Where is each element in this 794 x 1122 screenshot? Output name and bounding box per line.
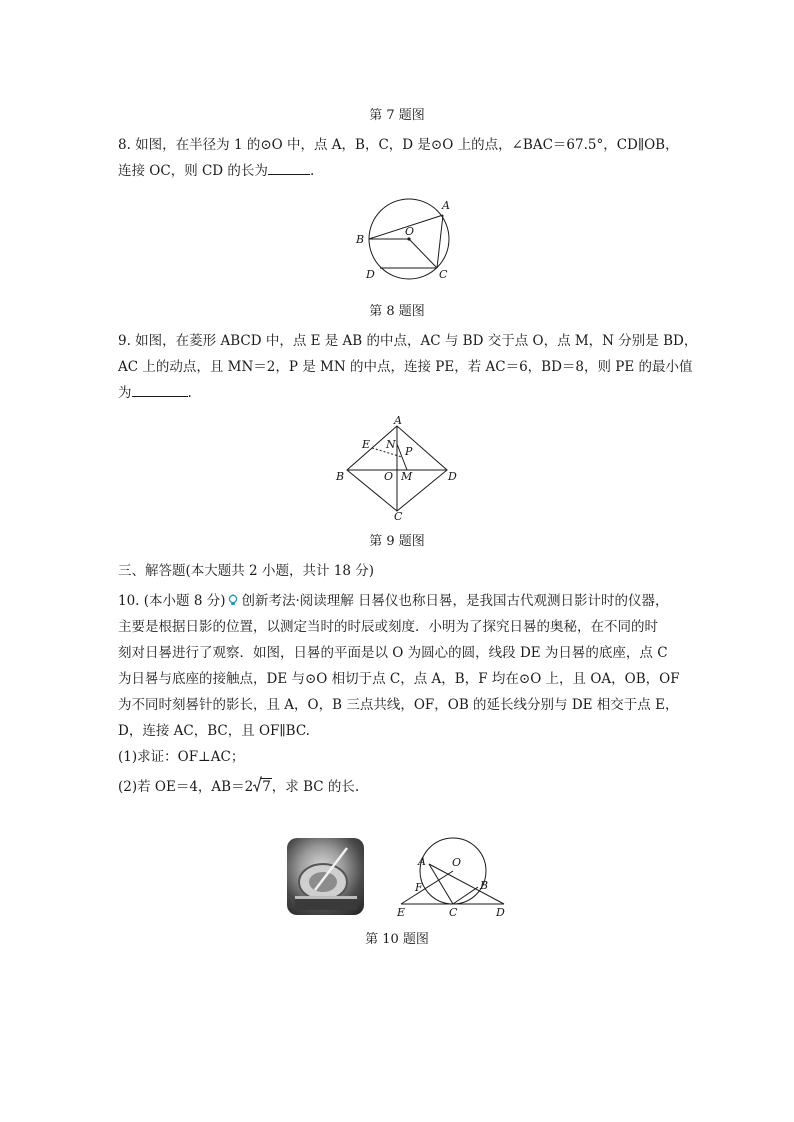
q10-line1	[118, 588, 678, 614]
fig9-label-P: P	[405, 445, 413, 458]
question-9	[118, 328, 698, 406]
figure-9-diagram	[334, 416, 460, 522]
question-10	[118, 588, 678, 800]
fig9-label-O: O	[384, 470, 394, 483]
fig9-label-E: E	[362, 438, 371, 451]
sqrt-radicand: 7	[262, 779, 271, 795]
q9-line3	[118, 380, 678, 406]
section-3-title: 三、解答题(本大题共 2 小题，共计 18 分)	[118, 563, 374, 579]
fig9-label-M: M	[401, 470, 413, 483]
fig10-label-A: A	[418, 855, 426, 868]
lightbulb-icon	[227, 594, 239, 606]
fig8-caption: 第 8 题图	[369, 304, 425, 319]
fig10-line-EO	[401, 871, 453, 904]
fig8-label-A: A	[442, 199, 450, 212]
q9-line3-end: .	[187, 385, 192, 401]
fig9-label-B: B	[336, 470, 345, 483]
fig10-label-C: C	[449, 906, 458, 918]
fig10-label-D: D	[496, 906, 505, 918]
fig9-label-N: N	[386, 438, 396, 451]
fig8-label-C: C	[439, 268, 448, 281]
q10-line4: 为日晷与底座的接触点，DE 与⊙O 相切于点 C，点 A，B，F 均在⊙O 上，且 OA，OB，OF	[118, 671, 680, 687]
fig8-label-O: O	[405, 225, 415, 238]
q10-line6: D，连接 AC，BC，且 OF∥BC.	[118, 723, 310, 739]
figure-10	[396, 834, 510, 918]
q9-line2: AC 上的动点，且 MN＝2，P 是 MN 的中点，连接 PE，若 AC＝6，BD＝8，则 PE 的最小值	[118, 359, 693, 375]
question-8	[118, 132, 678, 184]
fig10-line-AD	[429, 864, 504, 904]
fig9-label-A: A	[394, 416, 402, 427]
q9-line1: 9. 如图，在菱形 ABCD 中，点 E 是 AB 的中点，AC 与 BD 交于点 O，点 M，N 分别是 BD，	[118, 333, 698, 349]
q10-line5: 为不同时刻晷针的影长，且 A，O，B 三点共线，OF，OB 的延长线分别与 DE 相交于点 E，	[118, 697, 679, 713]
q10-sub1: (1)求证：OF⊥AC；	[118, 749, 245, 765]
q10-prefix: 10. (本小题 8 分)	[118, 593, 226, 609]
figure-8-diagram	[350, 196, 460, 284]
q8-line1: 8. 如图，在半径为 1 的⊙O 中，点 A，B，C，D 是⊙O 上的点，∠BAC＝67.5°，CD∥OB，	[118, 137, 679, 153]
figure-9	[334, 416, 460, 522]
q8-line2-end: .	[309, 163, 315, 179]
q10-sub2	[118, 774, 678, 800]
q10-line2: 主要是根据日影的位置，以测定当时的时辰或刻度．小明为了探究日晷的奥秘，在不同的时	[118, 619, 658, 635]
sqrt-expression	[253, 774, 272, 800]
section-3-heading	[118, 558, 678, 584]
fig9-caption: 第 9 题图	[369, 534, 425, 549]
figure-8	[350, 196, 460, 284]
q10-sub2-a: (2)若 OE＝4，AB＝2	[118, 779, 254, 795]
fig10-label-F: F	[415, 881, 423, 894]
q8-line2-text: 连接 OC，则 CD 的长为	[118, 163, 268, 179]
fig10-caption: 第 10 题图	[365, 932, 429, 947]
fig8-segment-AC	[437, 215, 443, 268]
fig10-label-E: E	[397, 906, 406, 918]
fig7-caption: 第 7 题图	[369, 108, 425, 123]
fig8-label-D: D	[366, 268, 375, 281]
sundial-photo-art	[287, 838, 364, 915]
fig9-label-C: C	[394, 510, 403, 522]
sundial-photo	[287, 838, 364, 915]
q8-answer-blank	[268, 160, 310, 175]
q10-line3: 刻对日晷进行了观察．如图，日晷的平面是以 O 为圆心的圆，线段 DE 为日晷的底座，点 C	[118, 645, 668, 661]
q8-line2	[118, 158, 678, 184]
fig8-segment-OC	[409, 239, 437, 268]
q10-line1-text: 创新考法·阅读理解 日晷仪也称日晷，是我国古代观测日影计时的仪器，	[241, 593, 669, 609]
fig9-label-D: D	[448, 470, 457, 483]
fig10-label-O: O	[452, 856, 462, 869]
q10-sub2-b: ，求 BC 的长.	[271, 779, 360, 795]
fig10-label-B: B	[480, 879, 489, 892]
figure-10-diagram	[396, 834, 510, 918]
sqrt-radical-icon	[253, 776, 262, 792]
q9-line3-text: 为	[118, 385, 132, 401]
q9-answer-blank	[132, 382, 188, 397]
fig8-label-B: B	[356, 233, 365, 246]
